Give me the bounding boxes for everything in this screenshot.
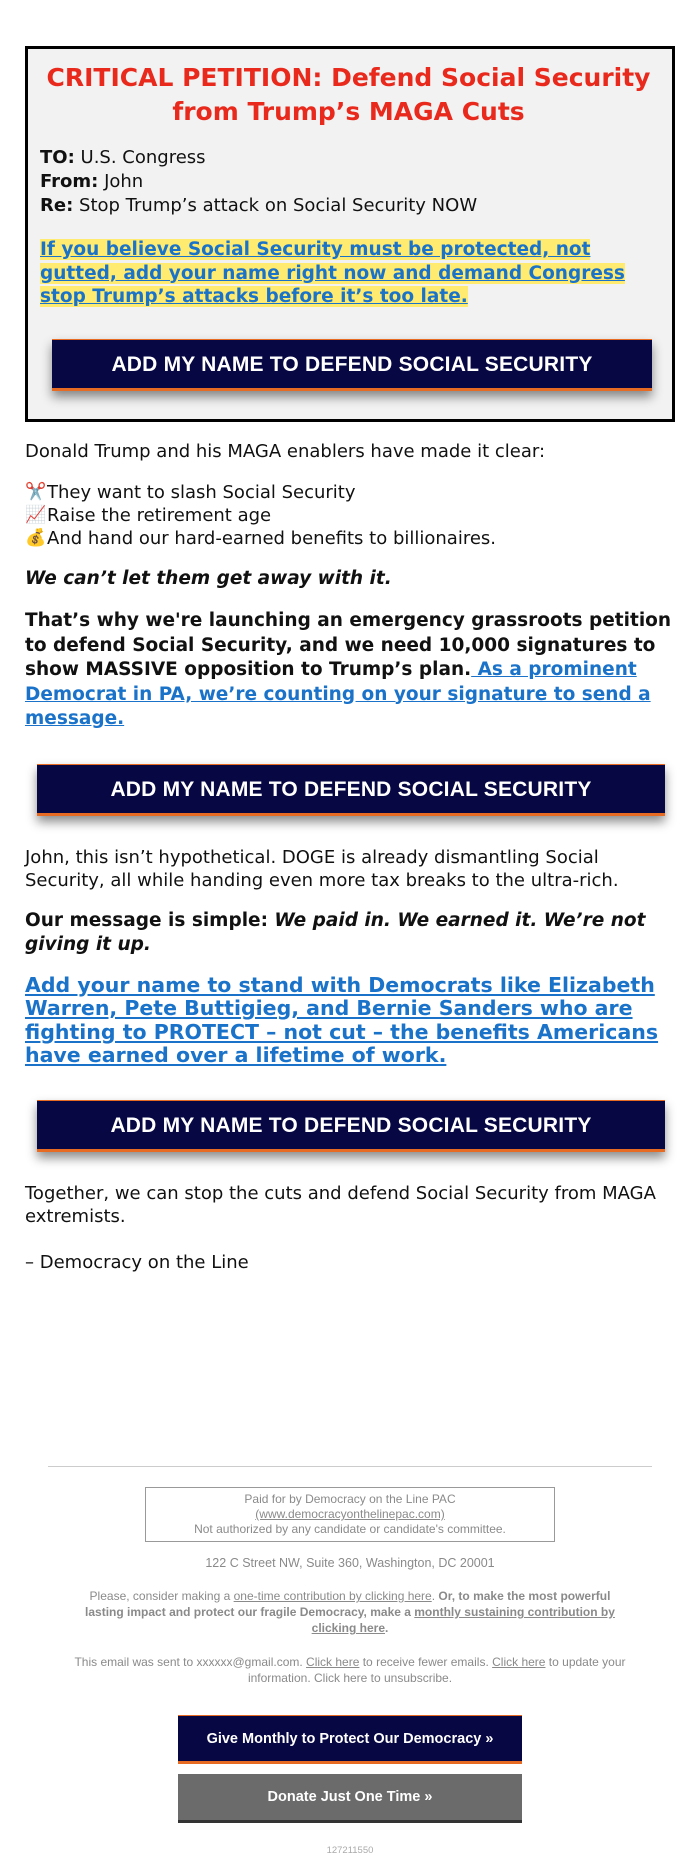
list-item <box>25 481 675 504</box>
contribution-appeal <box>70 1588 630 1636</box>
appeal-separator: . <box>431 1589 439 1603</box>
highlighted-petition-link[interactable] <box>40 238 657 309</box>
chart-up-icon: 📈 <box>25 505 47 525</box>
sent-to-text: This email was sent to xxxxxx@gmail.com. <box>74 1655 307 1669</box>
memo-from <box>40 170 657 194</box>
email-code: 127211550 <box>326 1845 374 1856</box>
list-item <box>25 504 675 527</box>
email-body <box>25 46 675 1274</box>
footer-divider <box>48 1466 652 1467</box>
signoff: – Democracy on the Line <box>25 1251 249 1273</box>
memo-to <box>40 146 657 170</box>
to-label: TO: <box>40 147 75 168</box>
message-bold-text: Our message is simple: <box>25 909 275 931</box>
from-value: John <box>104 171 144 192</box>
footer <box>0 1466 700 1856</box>
re-value: Stop Trump’s attack on Social Security NOW <box>79 195 478 216</box>
prominent-democrat-link[interactable]: As a prominent Democrat in PA, we’re counting on your signature to send a message. <box>25 659 651 729</box>
appeal-bold-text: Or, to make the most powerful lasting impact and protect our fragile Democracy, make a <box>85 1589 611 1619</box>
add-name-button-3[interactable]: ADD MY NAME TO DEFEND SOCIAL SECURITY <box>37 1100 665 1152</box>
one-time-contribution-link[interactable]: one-time contribution by clicking here <box>233 1589 432 1603</box>
stand-with-democrats-link[interactable]: Add your name to stand with Democrats like Elizabeth Warren, Pete Buttigieg, and Bernie Sanders who are fighting to PROTECT – not cut – the benefits Americans have earned over a lifetime of work. <box>25 972 659 1067</box>
give-monthly-button[interactable]: Give Monthly to Protect Our Democracy » <box>178 1715 522 1764</box>
together-paragraph: Together, we can stop the cuts and defend Social Security from MAGA extremists. <box>25 1182 656 1227</box>
launch-paragraph <box>25 609 675 732</box>
donate-once-button[interactable]: Donate Just One Time » <box>178 1774 522 1823</box>
list-item-text: They want to slash Social Security <box>47 482 356 503</box>
fewer-emails-text: to receive fewer emails. <box>359 1655 493 1669</box>
message-paragraph <box>25 909 675 957</box>
scissors-icon: ✂️ <box>25 482 47 502</box>
paid-for-text: Paid for by Democracy on the Line PAC <box>244 1492 456 1506</box>
doge-paragraph: John, this isn’t hypothetical. DOGE is already dismantling Social Security, all while handing even more tax breaks to the ultra-rich. <box>25 846 619 891</box>
medal-icon: 💰 <box>25 528 47 548</box>
email-preferences <box>70 1654 630 1686</box>
list-item-text: Raise the retirement age <box>47 505 272 526</box>
paid-for-box <box>145 1487 555 1542</box>
list-item-text: And hand our hard-earned benefits to billionaires. <box>47 528 496 549</box>
appeal-text: Please, consider making a <box>89 1589 234 1603</box>
monthly-contribution-link[interactable]: monthly sustaining contribution by clicking here <box>311 1605 615 1635</box>
highlighted-link-text: If you believe Social Security must be protected, not gutted, add your name right now and demand Congress stop Trump’s attacks before it’s too late. <box>40 239 625 307</box>
intro-text: Donald Trump and his MAGA enablers have made it clear: <box>25 441 546 462</box>
re-label: Re: <box>40 195 74 216</box>
cant-let-text: We can’t let them get away with it. <box>25 568 392 589</box>
mailing-address: 122 C Street NW, Suite 360, Washington, DC 20001 <box>205 1556 495 1570</box>
list-item <box>25 527 675 550</box>
petition-box <box>25 46 675 422</box>
memo-re <box>40 194 657 218</box>
from-label: From: <box>40 171 99 192</box>
add-name-button-1[interactable]: ADD MY NAME TO DEFEND SOCIAL SECURITY <box>52 339 652 391</box>
appeal-end: . <box>385 1621 389 1635</box>
message-italic-text: We paid in. We earned it. We’re not giving it up. <box>25 909 646 955</box>
threat-list <box>25 481 675 550</box>
fewer-emails-link[interactable]: Click here <box>306 1655 360 1669</box>
website-link[interactable]: (www.democracyonthelinepac.com) <box>255 1507 445 1521</box>
update-info-text: to update your information. Click here to unsubscribe. <box>247 1655 626 1685</box>
add-name-button-2[interactable]: ADD MY NAME TO DEFEND SOCIAL SECURITY <box>37 764 665 816</box>
petition-title: CRITICAL PETITION: Defend Social Security from Trump’s MAGA Cuts <box>46 63 651 126</box>
memo-header <box>40 146 657 218</box>
to-value: U.S. Congress <box>80 147 206 168</box>
update-info-link[interactable]: Click here <box>492 1655 546 1669</box>
not-authorized-text: Not authorized by any candidate or candidate's committee. <box>194 1522 506 1536</box>
launch-bold-text: That’s why we're launching an emergency grassroots petition to defend Social Security, and we need 10,000 signatures to show MASSIVE opposition to Trump’s plan. <box>25 610 672 680</box>
